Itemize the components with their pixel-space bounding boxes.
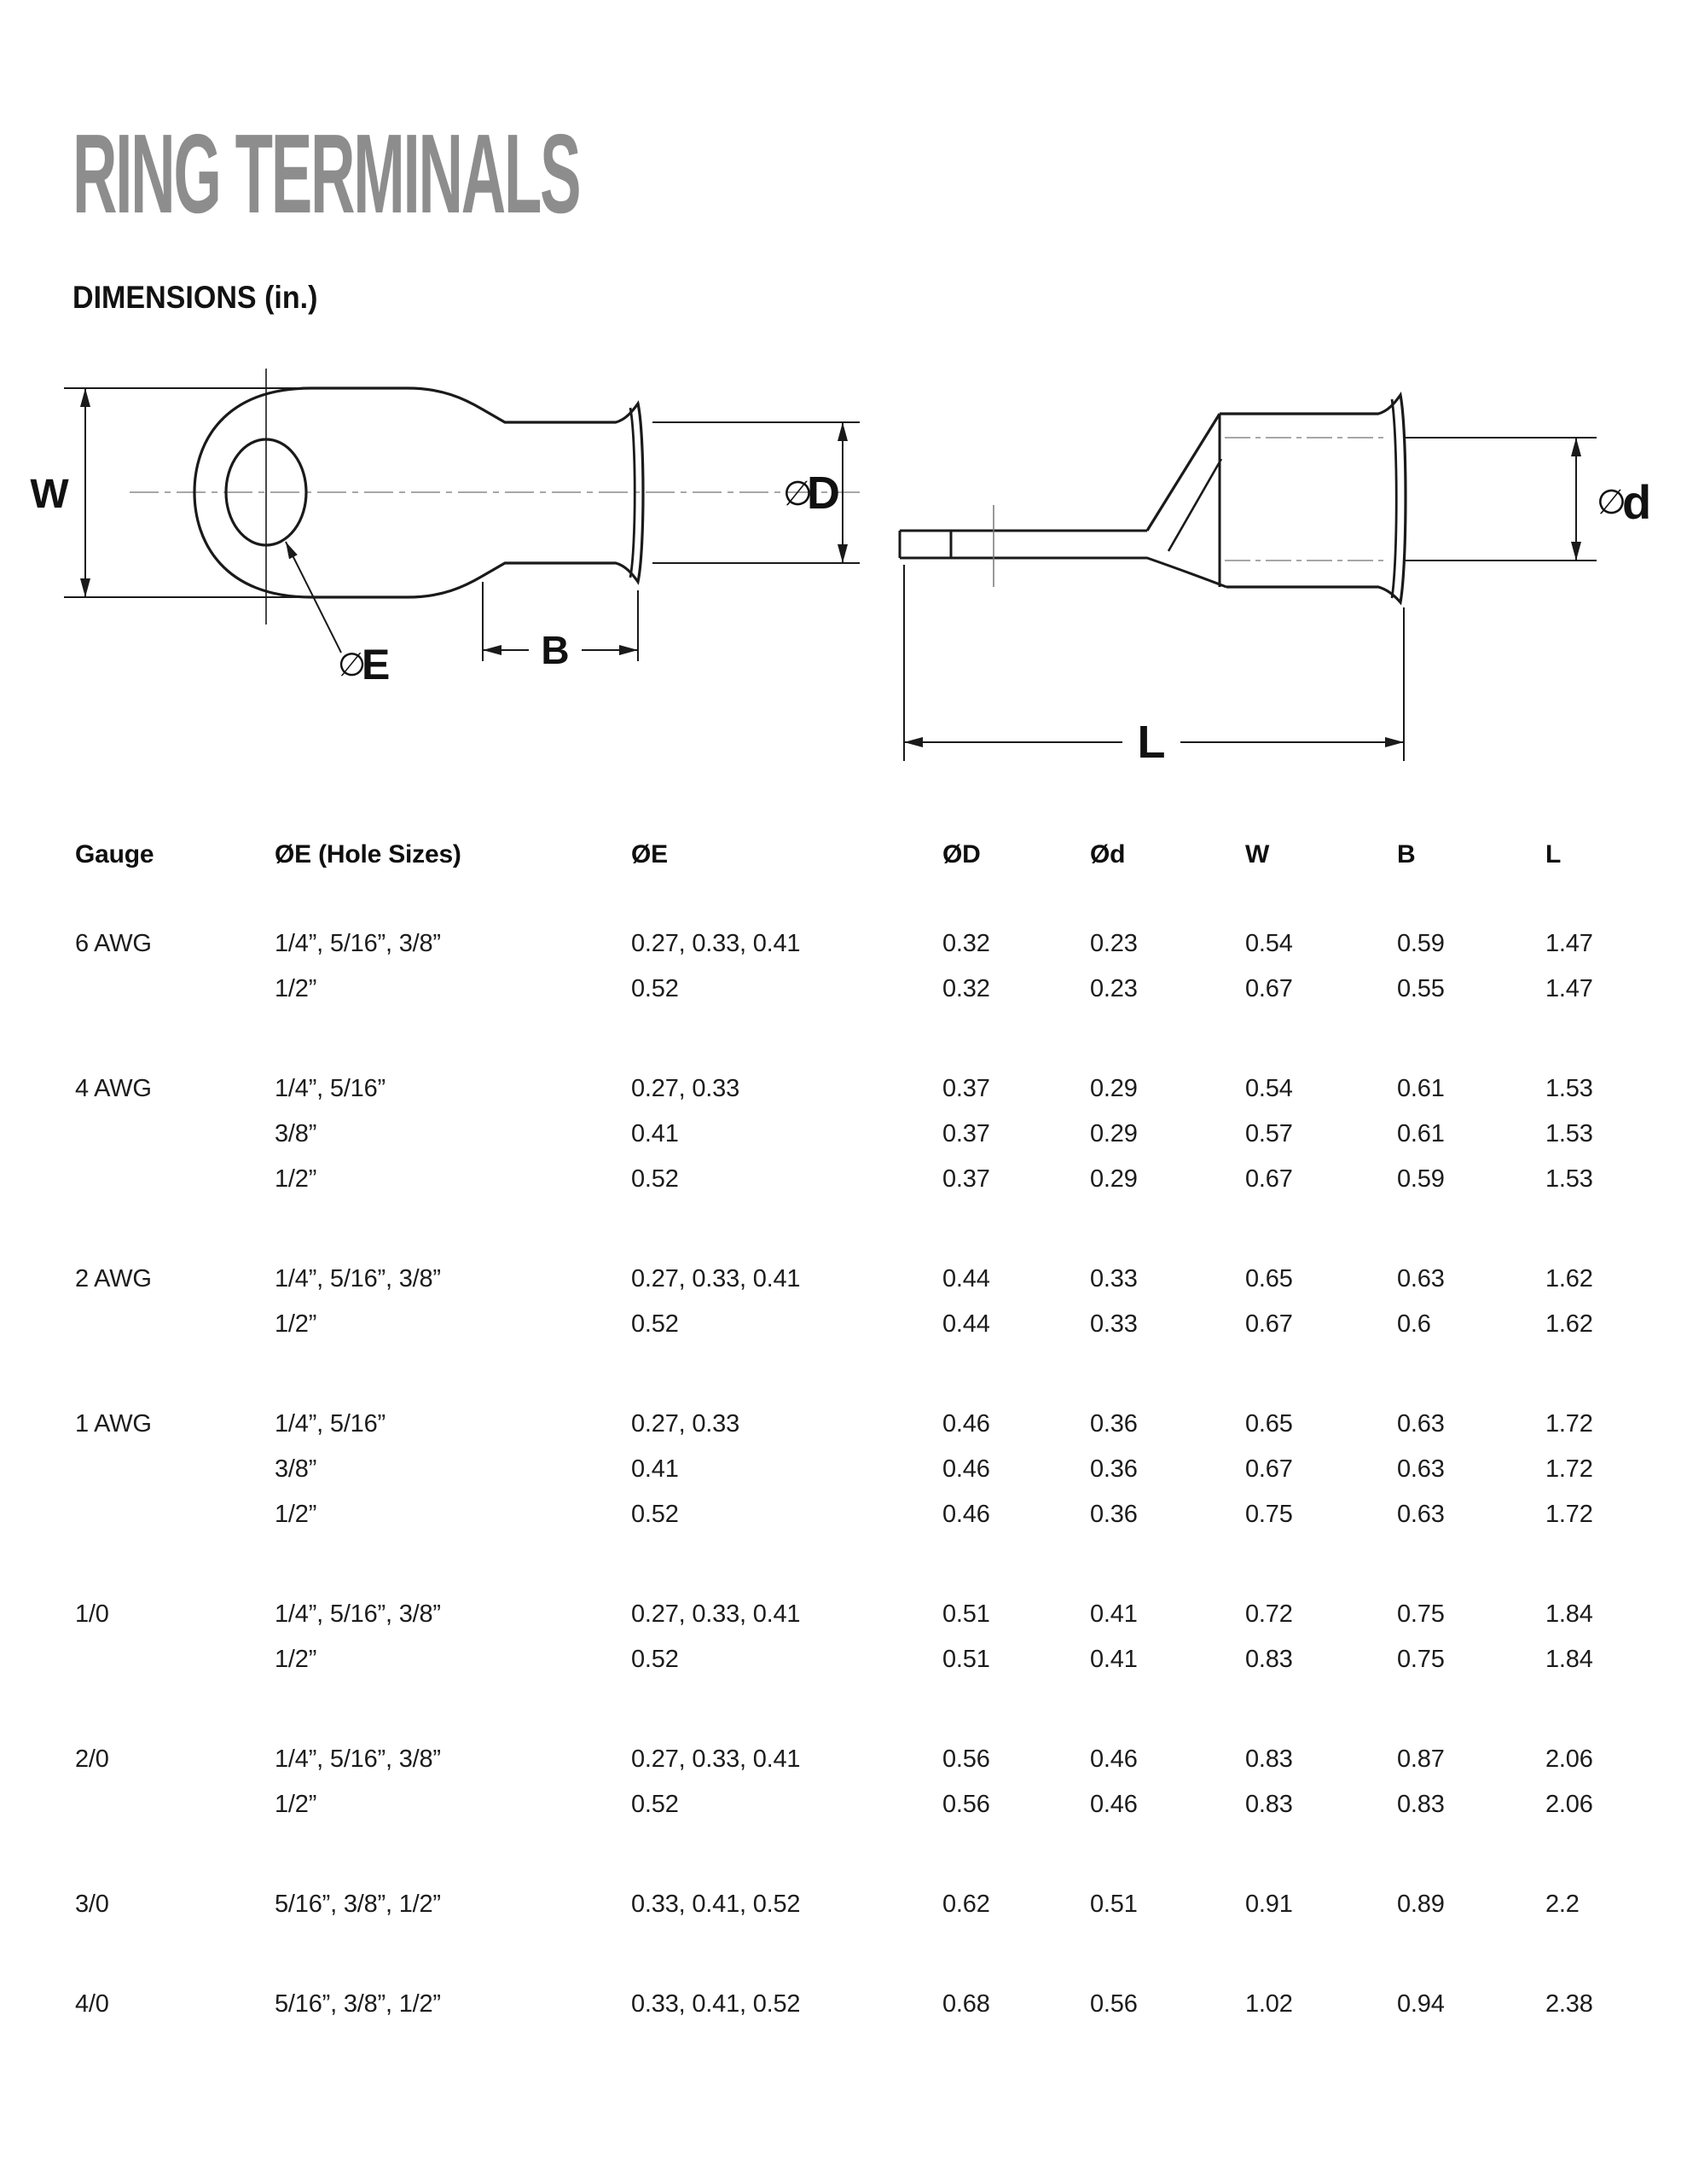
value-cell: 2.06 xyxy=(1545,1745,1593,1773)
value-cell: 0.52 xyxy=(631,1501,679,1528)
gauge-cell: 1/0 xyxy=(75,1600,109,1628)
value-cell: 0.54 xyxy=(1245,930,1293,957)
table-row xyxy=(75,1447,1636,1492)
column-header-oe: ØE xyxy=(631,839,668,868)
diameter-symbol-E: ∅ xyxy=(338,648,367,683)
value-cell: 1/2” xyxy=(275,1791,317,1818)
value-cell: 0.51 xyxy=(942,1646,990,1673)
value-cell: 0.23 xyxy=(1090,975,1138,1002)
value-cell: 0.33, 0.41, 0.52 xyxy=(631,1891,801,1918)
gauge-cell: 1 AWG xyxy=(75,1410,152,1438)
value-cell: 0.94 xyxy=(1397,1990,1445,2018)
value-cell: 0.27, 0.33, 0.41 xyxy=(631,1745,801,1773)
gauge-cell: 3/0 xyxy=(75,1891,109,1918)
value-cell: 3/8” xyxy=(275,1455,317,1483)
column-header-hole-sizes: ØE (Hole Sizes) xyxy=(275,839,461,868)
value-cell: 0.61 xyxy=(1397,1120,1445,1147)
value-cell: 3/8” xyxy=(275,1120,317,1147)
table-row xyxy=(75,921,1636,967)
gauge-group xyxy=(75,1882,1636,1927)
dimensions-table xyxy=(75,832,1636,2082)
section-title: DIMENSIONS (in.) xyxy=(72,280,318,315)
value-cell: 0.6 xyxy=(1397,1310,1431,1338)
column-header-w: W xyxy=(1245,839,1270,868)
value-cell: 1/4”, 5/16” xyxy=(275,1410,386,1438)
value-cell: 1/4”, 5/16” xyxy=(275,1075,386,1102)
value-cell: 0.37 xyxy=(942,1120,990,1147)
value-cell: 1/2” xyxy=(275,1165,317,1193)
value-cell: 0.27, 0.33 xyxy=(631,1410,739,1438)
value-cell: 0.41 xyxy=(1090,1646,1138,1673)
value-cell: 0.67 xyxy=(1245,1310,1293,1338)
value-cell: 0.44 xyxy=(942,1265,990,1292)
value-cell: 0.75 xyxy=(1245,1501,1293,1528)
dimensions-table-body xyxy=(75,921,1636,2027)
value-cell: 1.84 xyxy=(1545,1646,1593,1673)
value-cell: 0.52 xyxy=(631,1791,679,1818)
value-cell: 0.87 xyxy=(1397,1745,1445,1773)
table-header-row xyxy=(75,832,1636,877)
value-cell: 0.59 xyxy=(1397,1165,1445,1193)
value-cell: 1/4”, 5/16”, 3/8” xyxy=(275,930,441,957)
value-cell: 0.63 xyxy=(1397,1501,1445,1528)
value-cell: 1.62 xyxy=(1545,1265,1593,1292)
dim-label-d-upper: D xyxy=(807,468,840,519)
table-row xyxy=(75,1882,1636,1927)
value-cell: 0.46 xyxy=(942,1501,990,1528)
value-cell: 0.61 xyxy=(1397,1075,1445,1102)
gauge-group xyxy=(75,1737,1636,1827)
value-cell: 0.36 xyxy=(1090,1501,1138,1528)
value-cell: 1/2” xyxy=(275,1310,317,1338)
table-row xyxy=(75,1257,1636,1302)
value-cell: 0.46 xyxy=(942,1455,990,1483)
value-cell: 0.89 xyxy=(1397,1891,1445,1918)
value-cell: 0.27, 0.33, 0.41 xyxy=(631,930,801,957)
dim-label-b: B xyxy=(541,628,570,672)
value-cell: 1/4”, 5/16”, 3/8” xyxy=(275,1600,441,1628)
value-cell: 0.41 xyxy=(631,1455,679,1483)
table-row xyxy=(75,1782,1636,1827)
table-row xyxy=(75,1592,1636,1637)
value-cell: 1/2” xyxy=(275,975,317,1002)
value-cell: 0.44 xyxy=(942,1310,990,1338)
value-cell: 0.91 xyxy=(1245,1891,1293,1918)
value-cell: 5/16”, 3/8”, 1/2” xyxy=(275,1891,441,1918)
value-cell: 1.53 xyxy=(1545,1165,1593,1193)
value-cell: 0.51 xyxy=(942,1600,990,1628)
value-cell: 0.33 xyxy=(1090,1310,1138,1338)
value-cell: 0.72 xyxy=(1245,1600,1293,1628)
value-cell: 1.72 xyxy=(1545,1501,1593,1528)
value-cell: 0.36 xyxy=(1090,1455,1138,1483)
value-cell: 0.46 xyxy=(1090,1791,1138,1818)
column-header-b: B xyxy=(1397,839,1416,868)
table-row xyxy=(75,1737,1636,1782)
value-cell: 1.72 xyxy=(1545,1410,1593,1438)
gauge-cell: 4/0 xyxy=(75,1990,109,2018)
value-cell: 0.56 xyxy=(1090,1990,1138,2018)
value-cell: 2.38 xyxy=(1545,1990,1593,2018)
value-cell: 1.53 xyxy=(1545,1075,1593,1102)
value-cell: 0.75 xyxy=(1397,1646,1445,1673)
value-cell: 1.84 xyxy=(1545,1600,1593,1628)
value-cell: 0.27, 0.33, 0.41 xyxy=(631,1265,801,1292)
value-cell: 0.51 xyxy=(1090,1891,1138,1918)
gauge-group xyxy=(75,1592,1636,1682)
value-cell: 0.37 xyxy=(942,1075,990,1102)
value-cell: 1.02 xyxy=(1245,1990,1293,2018)
value-cell: 1.62 xyxy=(1545,1310,1593,1338)
value-cell: 0.46 xyxy=(1090,1745,1138,1773)
value-cell: 0.55 xyxy=(1397,975,1445,1002)
value-cell: 1/2” xyxy=(275,1501,317,1528)
value-cell: 1.72 xyxy=(1545,1455,1593,1483)
value-cell: 0.83 xyxy=(1245,1646,1293,1673)
value-cell: 1/2” xyxy=(275,1646,317,1673)
gauge-group xyxy=(75,1402,1636,1537)
value-cell: 1/4”, 5/16”, 3/8” xyxy=(275,1265,441,1292)
gauge-group xyxy=(75,1257,1636,1347)
gauge-group xyxy=(75,921,1636,1012)
value-cell: 0.62 xyxy=(942,1891,990,1918)
gauge-cell: 2 AWG xyxy=(75,1265,152,1292)
value-cell: 0.32 xyxy=(942,975,990,1002)
value-cell: 0.36 xyxy=(1090,1410,1138,1438)
value-cell: 0.33 xyxy=(1090,1265,1138,1292)
table-row xyxy=(75,967,1636,1012)
column-header-od-small: Ød xyxy=(1090,839,1126,868)
value-cell: 2.2 xyxy=(1545,1891,1580,1918)
value-cell: 0.83 xyxy=(1245,1745,1293,1773)
value-cell: 0.68 xyxy=(942,1990,990,2018)
value-cell: 2.06 xyxy=(1545,1791,1593,1818)
value-cell: 0.65 xyxy=(1245,1410,1293,1438)
value-cell: 0.67 xyxy=(1245,975,1293,1002)
value-cell: 0.29 xyxy=(1090,1120,1138,1147)
dimension-diagrams xyxy=(0,367,1687,793)
value-cell: 0.52 xyxy=(631,1165,679,1193)
value-cell: 0.56 xyxy=(942,1791,990,1818)
value-cell: 0.41 xyxy=(1090,1600,1138,1628)
value-cell: 0.57 xyxy=(1245,1120,1293,1147)
value-cell: 0.27, 0.33 xyxy=(631,1075,739,1102)
value-cell: 0.67 xyxy=(1245,1455,1293,1483)
table-row xyxy=(75,1982,1636,2027)
value-cell: 0.54 xyxy=(1245,1075,1293,1102)
value-cell: 0.37 xyxy=(942,1165,990,1193)
gauge-group xyxy=(75,1066,1636,1202)
value-cell: 0.52 xyxy=(631,1310,679,1338)
value-cell: 0.23 xyxy=(1090,930,1138,957)
gauge-cell: 4 AWG xyxy=(75,1075,152,1102)
value-cell: 0.29 xyxy=(1090,1165,1138,1193)
value-cell: 0.59 xyxy=(1397,930,1445,957)
ring-terminal-side-view-diagram xyxy=(900,395,1597,761)
page-title: RING TERMINALS xyxy=(72,111,580,236)
dim-label-e-upper: E xyxy=(362,641,391,688)
value-cell: 0.52 xyxy=(631,975,679,1002)
value-cell: 0.56 xyxy=(942,1745,990,1773)
value-cell: 0.46 xyxy=(942,1410,990,1438)
gauge-cell: 2/0 xyxy=(75,1745,109,1773)
gauge-group xyxy=(75,1982,1636,2027)
gauge-cell: 6 AWG xyxy=(75,930,152,957)
ring-terminal-top-view-diagram xyxy=(64,369,860,661)
dim-label-l: L xyxy=(1137,717,1166,768)
value-cell: 1.47 xyxy=(1545,930,1593,957)
value-cell: 0.63 xyxy=(1397,1265,1445,1292)
table-row xyxy=(75,1066,1636,1112)
value-cell: 0.32 xyxy=(942,930,990,957)
value-cell: 0.63 xyxy=(1397,1410,1445,1438)
table-row xyxy=(75,1637,1636,1682)
value-cell: 1.47 xyxy=(1545,975,1593,1002)
table-row xyxy=(75,1112,1636,1157)
value-cell: 0.29 xyxy=(1090,1075,1138,1102)
table-row xyxy=(75,1402,1636,1447)
value-cell: 0.75 xyxy=(1397,1600,1445,1628)
table-row xyxy=(75,1157,1636,1202)
diameter-symbol-d: ∅ xyxy=(1597,484,1626,521)
value-cell: 5/16”, 3/8”, 1/2” xyxy=(275,1990,441,2018)
value-cell: 0.83 xyxy=(1397,1791,1445,1818)
dim-label-w: W xyxy=(30,472,69,517)
value-cell: 1.53 xyxy=(1545,1120,1593,1147)
column-header-od: ØD xyxy=(942,839,981,868)
value-cell: 0.52 xyxy=(631,1646,679,1673)
table-row xyxy=(75,1492,1636,1537)
dim-label-d-lower: d xyxy=(1622,475,1652,529)
value-cell: 0.41 xyxy=(631,1120,679,1147)
value-cell: 0.33, 0.41, 0.52 xyxy=(631,1990,801,2018)
value-cell: 0.63 xyxy=(1397,1455,1445,1483)
value-cell: 0.65 xyxy=(1245,1265,1293,1292)
column-header-l: L xyxy=(1545,839,1562,868)
table-row xyxy=(75,1302,1636,1347)
value-cell: 0.83 xyxy=(1245,1791,1293,1818)
value-cell: 0.67 xyxy=(1245,1165,1293,1193)
diameter-symbol-D: ∅ xyxy=(783,475,813,513)
value-cell: 0.27, 0.33, 0.41 xyxy=(631,1600,801,1628)
column-header-gauge: Gauge xyxy=(75,839,154,868)
value-cell: 1/4”, 5/16”, 3/8” xyxy=(275,1745,441,1773)
